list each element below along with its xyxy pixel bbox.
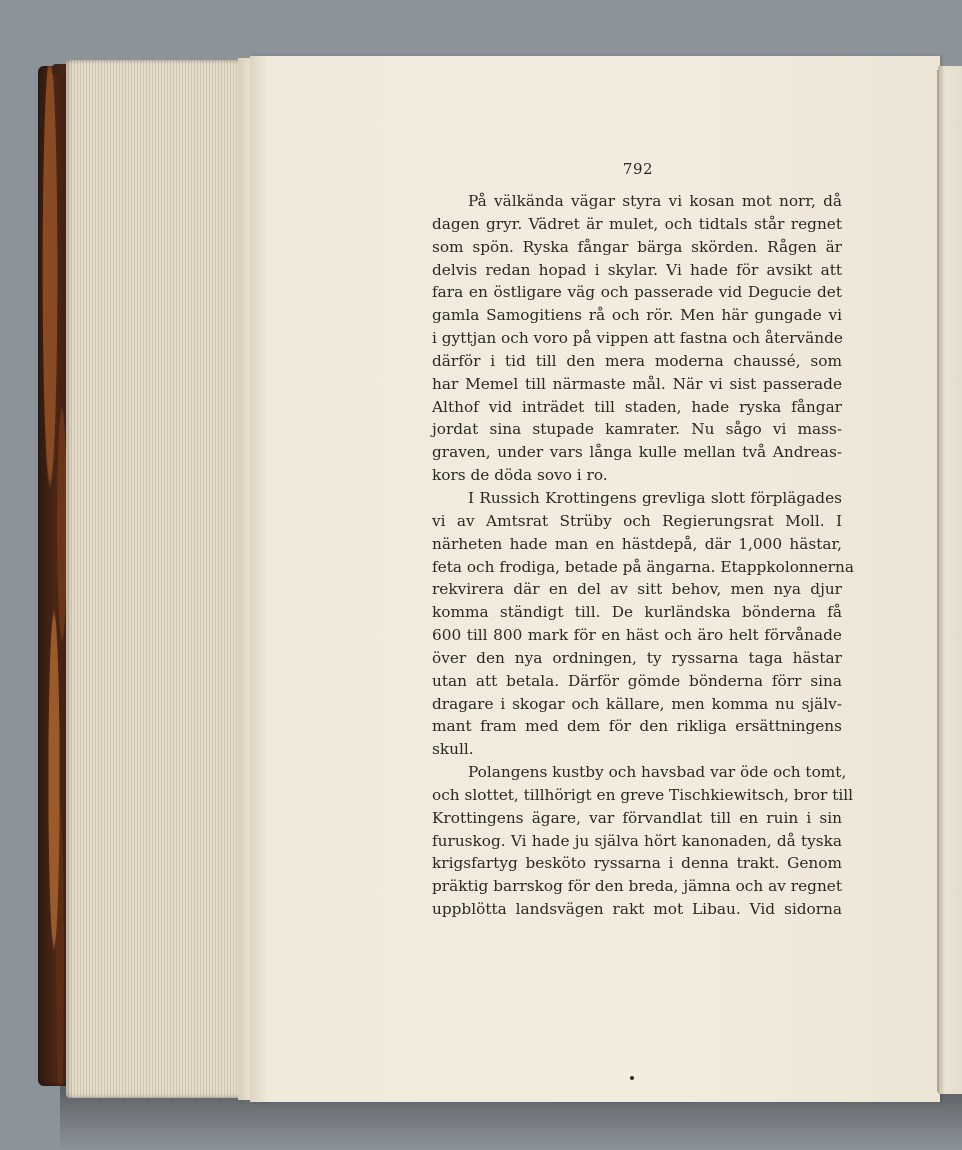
text-line: furuskog. Vi hade ju själva hört kanonaden, då tyska: [432, 831, 842, 850]
right-page-edge: [938, 66, 962, 1094]
text-line: i gyttjan och voro på vippen att fastna och återvände: [432, 329, 843, 348]
text-line: Althof vid inträdet till staden, hade ryska fångar: [432, 397, 842, 416]
text-line: delvis redan hopad i skylar. Vi hade för avsikt att: [432, 260, 842, 279]
text-line: På välkända vägar styra vi kosan mot norr, då: [468, 192, 842, 210]
text-line: I Russich Krottingens grevliga slott förplägades: [468, 488, 842, 507]
text-line: rekvirera där en del av sitt behov, men nya djur: [432, 580, 842, 599]
text-line: Krottingens ägare, var förvandlat till en ruin i sin: [432, 808, 842, 827]
text-line: mant fram med dem för den rikliga ersättningens: [432, 717, 842, 736]
text-line: Polangens kustby och havsbad var öde och tomt,: [468, 763, 847, 782]
text-line: krigsfartyg besköto ryssarna i denna trakt. Genom: [432, 854, 842, 873]
text-line: och slottet, tillhörigt en greve Tischkiewitsch, bror till: [432, 785, 854, 804]
text-line: över den nya ordningen, ty ryssarna taga hästar: [432, 648, 842, 667]
body-text: [432, 190, 854, 921]
text-line: komma ständigt till. De kurländska bönderna få: [432, 603, 842, 622]
left-page-stack: [66, 60, 252, 1098]
text-line: kors de döda sovo i ro.: [432, 466, 608, 485]
page-speck: [630, 1076, 634, 1080]
text-line: som spön. Ryska fångar bärga skörden. Rågen är: [432, 237, 842, 256]
text-line: dragare i skogar och källare, men komma nu själv-: [432, 694, 842, 713]
text-line: dagen gryr. Vädret är mulet, och tidtals står regnet: [432, 214, 842, 233]
page-number: 792: [622, 160, 654, 178]
text-line: fara en östligare väg och passerade vid Degucie det: [432, 283, 842, 302]
text-line: närheten hade man en hästdepå, där 1,000 hästar,: [432, 534, 842, 553]
text-line: gamla Samogitiens rå och rör. Men här gungade vi: [432, 306, 842, 325]
text-line: skull.: [432, 740, 474, 759]
text-line: utan att betala. Därför gömde bönderna förr sina: [432, 671, 842, 690]
text-line: jordat sina stupade kamrater. Nu sågo vi mass-: [432, 420, 842, 439]
text-line: därför i tid till den mera moderna chaussé, som: [432, 351, 842, 370]
text-line: uppblötta landsvägen rakt mot Libau. Vid sidorna: [432, 900, 842, 919]
text-line: har Memel till närmaste mål. När vi sist passerade: [432, 374, 842, 393]
text-line: 600 till 800 mark för en häst och äro helt förvånade: [432, 626, 842, 645]
text-line: graven, under vars långa kulle mellan två Andreas-: [432, 443, 842, 462]
text-line: vi av Amtsrat Strüby och Regierungsrat Moll. I: [432, 511, 842, 530]
text-line: feta och frodiga, betade på ängarna. Etappkolonnerna: [432, 557, 854, 576]
text-line: präktig barrskog för den breda, jämna och av regnet: [432, 877, 842, 896]
right-page-fold-line: [937, 70, 939, 1092]
